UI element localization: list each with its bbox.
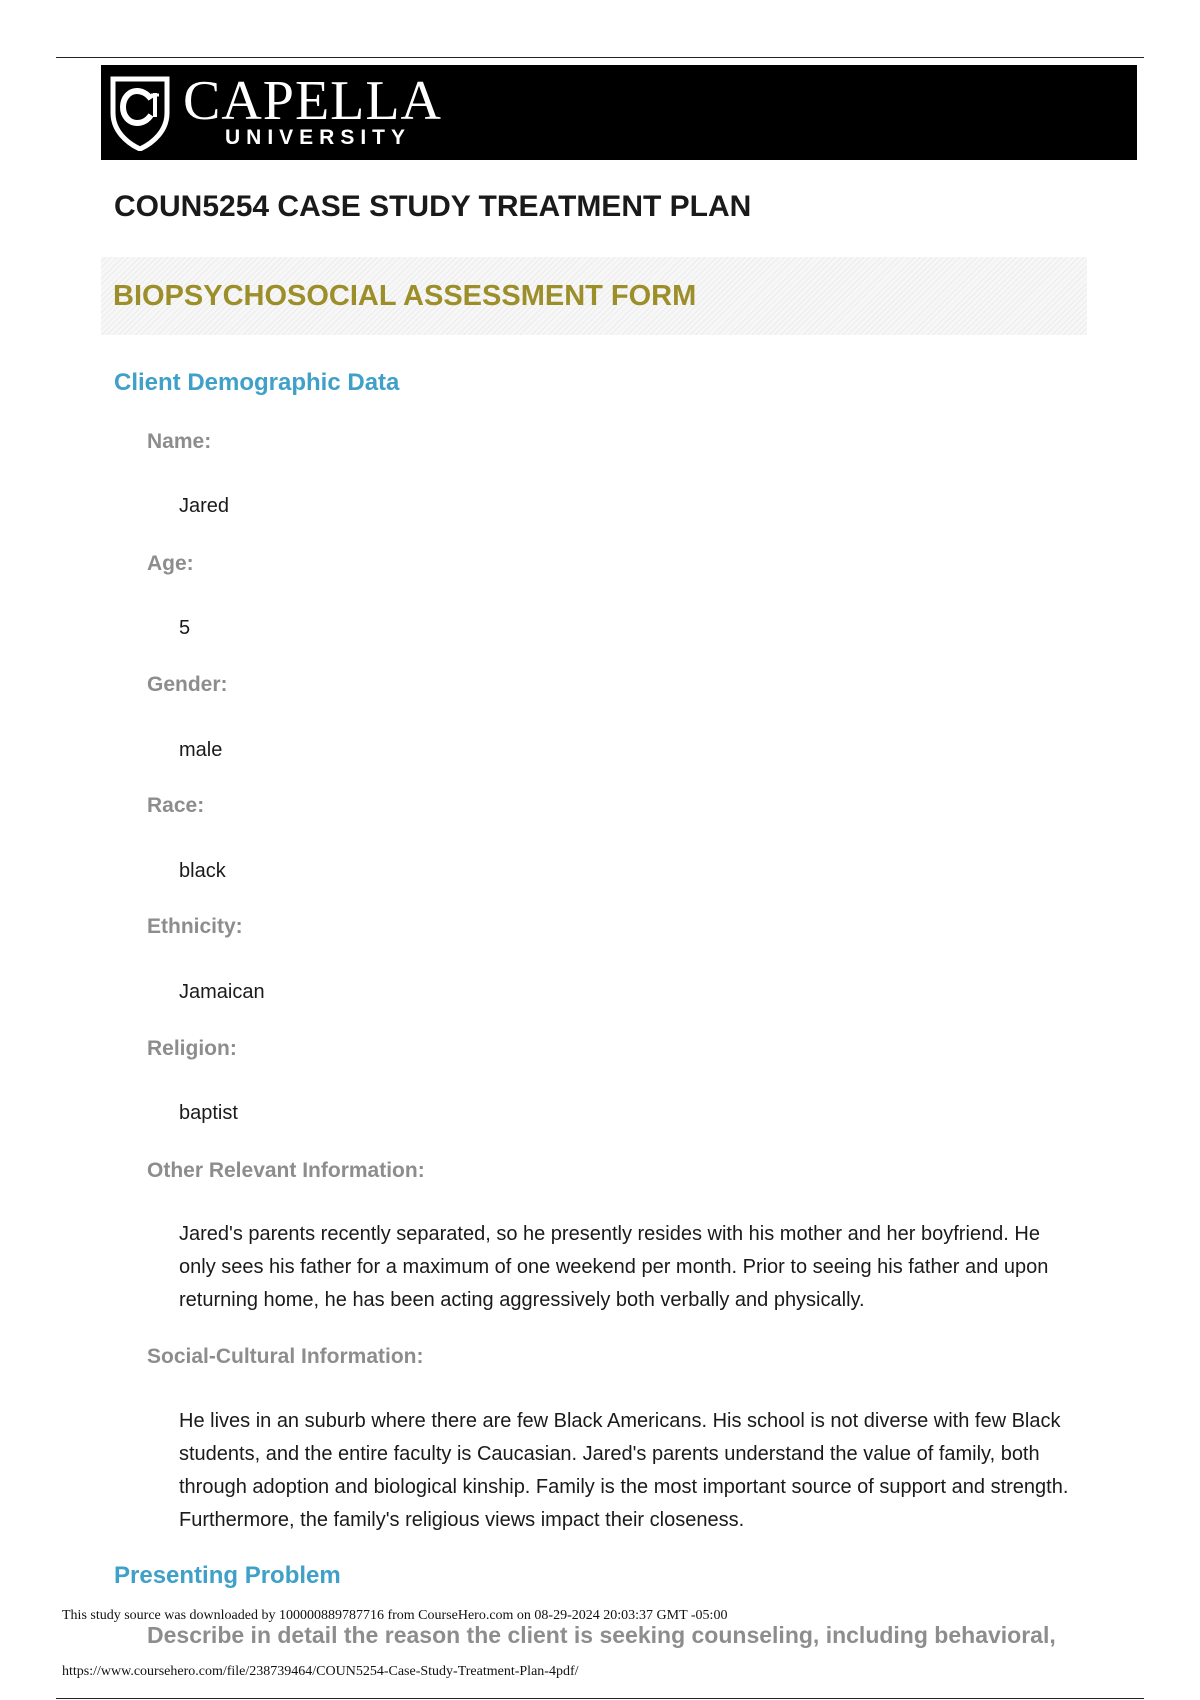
field-paragraph: Jared's parents recently separated, so he presently resides with his mother and her boyfriend. He only sees his father for a maximum of one weekend per month. Prior to seeing his father and upon returning home, he has been acting aggressively both verbally and physically. <box>179 1223 1049 1311</box>
document-title: COUN5254 CASE STUDY TREATMENT PLAN <box>114 190 752 223</box>
brand-name: CAPELLA <box>183 70 442 132</box>
field-value: Jamaican <box>179 981 265 1003</box>
capella-banner <box>101 65 1137 160</box>
source-url-link[interactable]: https://www.coursehero.com/file/238739464/COUN5254-Case-Study-Treatment-Plan-4pdf/ <box>62 1664 579 1679</box>
presenting-problem-heading: Presenting Problem <box>114 1562 341 1589</box>
field-value: baptist <box>179 1102 238 1124</box>
field-label: Other Relevant Information: <box>147 1159 425 1182</box>
field-label: Ethnicity: <box>147 915 243 938</box>
source-notice: This study source was downloaded by 100000889787716 from CourseHero.com on 08-29-2024 20:03:37 GMT -05:00 <box>62 1608 728 1623</box>
bottom-rule <box>56 1698 1144 1699</box>
capella-shield-logo-icon <box>107 73 173 151</box>
field-value: black <box>179 860 226 882</box>
field-label: Religion: <box>147 1037 237 1060</box>
field-value: male <box>179 739 223 761</box>
brand-subtitle: UNIVERSITY <box>225 126 412 149</box>
form-title-band <box>101 257 1087 335</box>
field-paragraph: He lives in an suburb where there are few Black Americans. His school is not diverse with few Black students, and the entire faculty is Caucasian. Jared's parents understand the value of family, both through adoption and biological kinship. Family is the most important source of support and strength. Furthermore, the family's religious views impact their closeness. <box>179 1410 1069 1531</box>
presenting-problem-prompt: Describe in detail the reason the client is seeking counseling, including behavioral, <box>147 1622 1056 1648</box>
demographics-heading: Client Demographic Data <box>114 369 400 396</box>
field-label: Social-Cultural Information: <box>147 1345 424 1368</box>
field-label: Gender: <box>147 673 228 696</box>
field-label: Race: <box>147 794 205 817</box>
field-value: Jared <box>179 495 230 517</box>
field-label: Name: <box>147 430 212 453</box>
top-rule <box>56 57 1144 58</box>
field-label: Age: <box>147 552 194 575</box>
form-title: BIOPSYCHOSOCIAL ASSESSMENT FORM <box>113 280 697 312</box>
field-value: 5 <box>179 617 191 639</box>
